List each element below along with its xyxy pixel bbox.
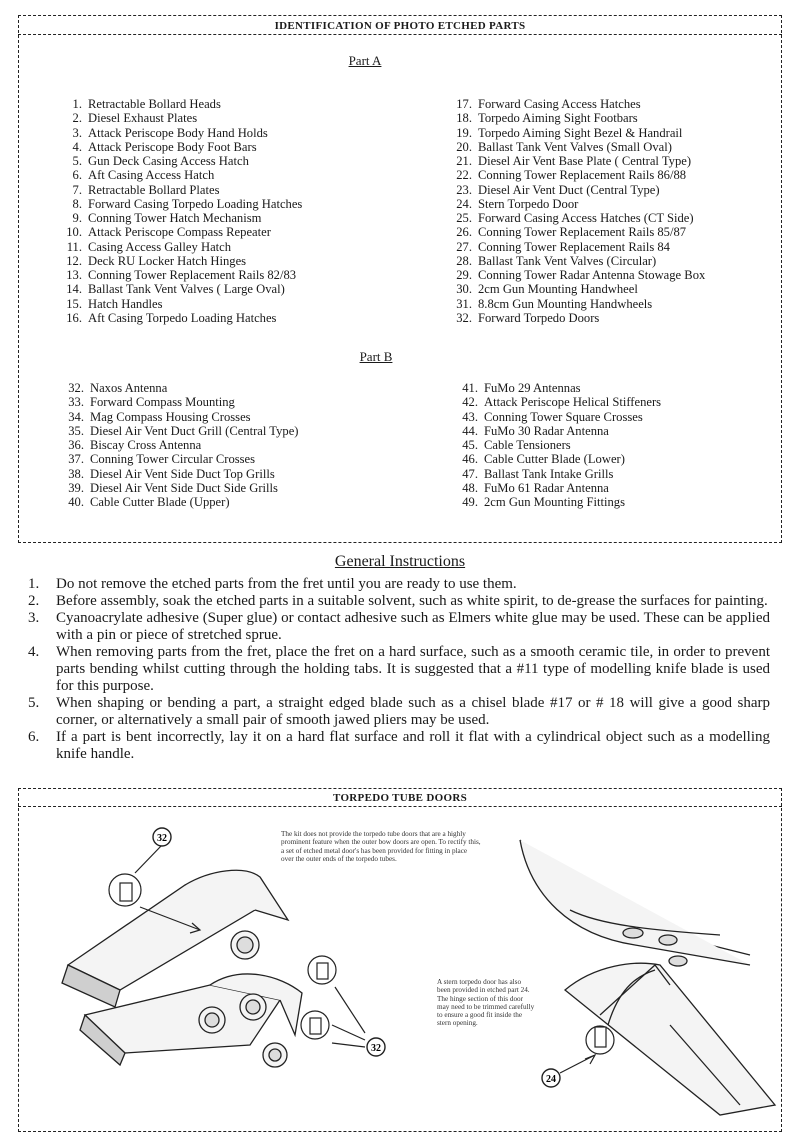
list-item: 20. Ballast Tank Vent Valves (Small Oval) xyxy=(456,139,672,154)
list-item: 5. Gun Deck Casing Access Hatch xyxy=(72,154,249,168)
list-item: 15. Hatch Handles xyxy=(66,296,163,311)
list-item: 6. Aft Casing Access Hatch xyxy=(72,168,215,183)
list-item: 1. Do not remove the etched parts from the fret until you are ready to use them. xyxy=(28,576,517,592)
stern-door-note: A stern torpedo door has also been provided in etched part 24. The hinge section of this door may need to be trimmed carefully to ensure a good fit inside the stern opening. xyxy=(437,978,535,1028)
list-item: 32. Naxos Antenna xyxy=(68,381,168,395)
list-item: 39. Diesel Air Vent Side Duct Side Grills xyxy=(68,480,278,495)
list-item: 4. Attack Periscope Body Foot Bars xyxy=(72,139,257,154)
list-item: 49. 2cm Gun Mounting Fittings xyxy=(462,495,625,509)
list-item: 5. When shaping or bending a part, a straight edged blade such as a chisel blade #17 or # 18 will give a good sharp corner, or alternatively a small pair of smooth jawed pliers may be used. xyxy=(28,695,770,728)
list-item: 2. Diesel Exhaust Plates xyxy=(72,111,198,126)
list-item: 45. Cable Tensioners xyxy=(462,438,571,452)
list-item: 18. Torpedo Aiming Sight Footbars xyxy=(456,111,638,126)
part-a-left-list xyxy=(58,97,302,325)
part-a-title: Part A xyxy=(348,53,382,68)
list-item: 17. Forward Casing Access Hatches xyxy=(456,97,641,111)
list-item: 41. FuMo 29 Antennas xyxy=(462,381,581,395)
list-item: 28. Ballast Tank Vent Valves (Circular) xyxy=(456,253,657,268)
torpedo-title: TORPEDO TUBE DOORS xyxy=(333,792,467,804)
part-b-left-list xyxy=(62,381,299,509)
list-item: 38. Diesel Air Vent Side Duct Top Grills xyxy=(68,466,275,481)
callout-label: 32 xyxy=(371,1043,381,1054)
list-item: 21. Diesel Air Vent Base Plate ( Central Type) xyxy=(456,154,692,168)
list-item: 4. When removing parts from the fret, place the fret on a hard surface, such as a smooth ceramic tile, in order to prevent parts bending whilst cutting through the holding tabs. It is suggested that a #11 type of modelling knife blade is used for this purpose. xyxy=(28,644,770,694)
list-item: 14. Ballast Tank Vent Valves ( Large Oval) xyxy=(66,282,285,297)
list-item: 33. Forward Compass Mounting xyxy=(68,395,235,410)
list-item: 42. Attack Periscope Helical Stiffeners xyxy=(462,395,662,410)
list-item: 3. Cyanoacrylate adhesive (Super glue) or contact adhesive such as Elmers white glue may be used. These can be applied with a pin or piece of stretched sprue. xyxy=(28,610,770,643)
part-b-right-list xyxy=(456,381,661,509)
list-item: 23. Diesel Air Vent Duct (Central Type) xyxy=(456,182,660,197)
list-item: 46. Cable Cutter Blade (Lower) xyxy=(462,452,625,467)
list-item: 30. 2cm Gun Mounting Handwheel xyxy=(456,282,638,297)
list-item: 9. Conning Tower Hatch Mechanism xyxy=(72,211,262,225)
bow-door-note: The kit does not provide the torpedo tube doors that are a highly prominent feature when the outer bow doors are open. To rectify this, a set of etched metal door's has been provided for fitting in place over the outer ends of the torpedo tubes. xyxy=(281,830,481,863)
identification-title-rule xyxy=(18,34,782,35)
list-item: 27. Conning Tower Replacement Rails 84 xyxy=(456,239,670,254)
list-item: 3. Attack Periscope Body Hand Holds xyxy=(72,125,268,140)
list-item: 8. Forward Casing Torpedo Loading Hatches xyxy=(72,196,303,211)
list-item: 26. Conning Tower Replacement Rails 85/87 xyxy=(456,225,687,240)
list-item: 7. Retractable Bollard Plates xyxy=(72,182,220,197)
list-item: 16. Aft Casing Torpedo Loading Hatches xyxy=(66,310,277,325)
callout-label: 32 xyxy=(157,833,167,844)
list-item: 44. FuMo 30 Radar Antenna xyxy=(462,423,609,438)
list-item: 25. Forward Casing Access Hatches (CT Side) xyxy=(456,211,694,225)
list-item: 36. Biscay Cross Antenna xyxy=(68,438,202,452)
part-a-right-list xyxy=(452,97,705,325)
list-item: 10. Attack Periscope Compass Repeater xyxy=(66,225,271,240)
list-item: 24. Stern Torpedo Door xyxy=(456,196,579,211)
general-instructions-list xyxy=(28,576,770,763)
part-b-title: Part B xyxy=(359,349,393,364)
list-item: 2. Before assembly, soak the etched parts in a suitable solvent, such as white spirit, to de-grease the surfaces for painting. xyxy=(28,593,768,609)
list-item: 19. Torpedo Aiming Sight Bezel & Handrail xyxy=(456,125,683,140)
torpedo-title-rule xyxy=(18,806,782,807)
list-item: 11. Casing Access Galley Hatch xyxy=(66,239,232,254)
list-item: 29. Conning Tower Radar Antenna Stowage Box xyxy=(456,268,706,282)
list-item: 12. Deck RU Locker Hatch Hinges xyxy=(66,253,247,268)
list-item: 6. If a part is bent incorrectly, lay it on a hard flat surface and roll it flat with a cylindrical object such as a modelling knife handle. xyxy=(28,729,770,762)
list-item: 22. Conning Tower Replacement Rails 86/88 xyxy=(456,168,687,183)
list-item: 32. Forward Torpedo Doors xyxy=(456,310,600,325)
list-item: 37. Conning Tower Circular Crosses xyxy=(68,452,256,467)
list-item: 48. FuMo 61 Radar Antenna xyxy=(462,480,609,495)
list-item: 1. Retractable Bollard Heads xyxy=(72,97,221,111)
list-item: 13. Conning Tower Replacement Rails 82/83 xyxy=(66,268,297,282)
identification-title: IDENTIFICATION OF PHOTO ETCHED PARTS xyxy=(274,20,526,32)
list-item: 31. 8.8cm Gun Mounting Handwheels xyxy=(456,296,653,311)
general-instructions-title: General Instructions xyxy=(334,553,466,570)
stern-torpedo-diagram xyxy=(420,815,778,1120)
list-item: 40. Cable Cutter Blade (Upper) xyxy=(68,495,230,509)
list-item: 47. Ballast Tank Intake Grills xyxy=(462,466,614,481)
list-item: 34. Mag Compass Housing Crosses xyxy=(68,409,251,424)
list-item: 43. Conning Tower Square Crosses xyxy=(462,409,643,424)
list-item: 35. Diesel Air Vent Duct Grill (Central Type) xyxy=(68,423,299,438)
callout-label: 24 xyxy=(546,1074,556,1085)
